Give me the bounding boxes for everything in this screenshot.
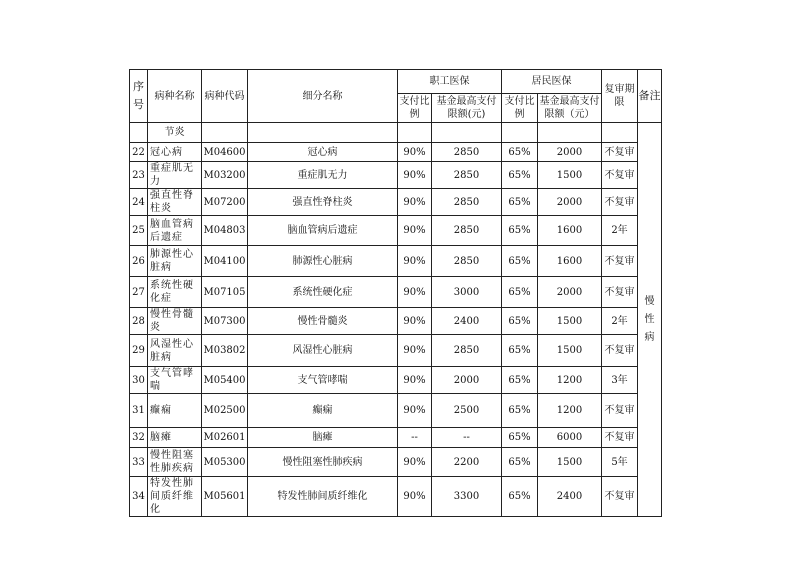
row-disease-code: M04100	[202, 246, 248, 277]
row-resident-fund-limit: 6000	[538, 428, 602, 448]
row-seq: 30	[130, 367, 148, 394]
row-employee-fund-limit: 3300	[432, 477, 502, 517]
header-employee-fund-limit: 基金最高支付限额(元)	[432, 94, 502, 123]
row-seq: 27	[130, 277, 148, 308]
continuation-review	[602, 123, 638, 143]
row-resident-fund-limit: 1500	[538, 162, 602, 189]
row-review-period: 2年	[602, 216, 638, 246]
row-resident-pay-ratio: 65%	[502, 477, 538, 517]
row-resident-fund-limit: 1500	[538, 448, 602, 477]
row-disease-code: M05400	[202, 367, 248, 394]
row-resident-fund-limit: 2400	[538, 477, 602, 517]
row-disease-code: M05300	[202, 448, 248, 477]
table-row	[130, 308, 662, 335]
header-review-period: 复审期限	[602, 70, 638, 123]
table-row	[130, 246, 662, 277]
row-seq: 28	[130, 308, 148, 335]
table-row	[130, 367, 662, 394]
row-resident-fund-limit: 1200	[538, 394, 602, 428]
continuation-code	[202, 123, 248, 143]
row-employee-fund-limit: 2850	[432, 246, 502, 277]
row-employee-pay-ratio: 90%	[398, 246, 432, 277]
row-sub-name: 重症肌无力	[248, 162, 398, 189]
row-disease-code: M05601	[202, 477, 248, 517]
row-disease-name: 风湿性心脏病	[148, 335, 202, 367]
row-sub-name: 癫痫	[248, 394, 398, 428]
insurance-table	[129, 69, 662, 517]
table-row	[130, 448, 662, 477]
table-row	[130, 189, 662, 216]
row-resident-fund-limit: 2000	[538, 189, 602, 216]
row-resident-pay-ratio: 65%	[502, 367, 538, 394]
row-sub-name: 冠心病	[248, 143, 398, 162]
row-employee-fund-limit: 2850	[432, 189, 502, 216]
header-resident-fund-limit: 基金最高支付限额（元）	[538, 94, 602, 123]
row-resident-fund-limit: 1600	[538, 246, 602, 277]
row-disease-code: M02601	[202, 428, 248, 448]
row-review-period: 不复审	[602, 335, 638, 367]
row-seq: 29	[130, 335, 148, 367]
row-disease-name: 系统性硬化症	[148, 277, 202, 308]
row-review-period: 不复审	[602, 477, 638, 517]
row-seq: 32	[130, 428, 148, 448]
row-disease-code: M07200	[202, 189, 248, 216]
table-row	[130, 143, 662, 162]
table-row	[130, 428, 662, 448]
row-resident-fund-limit: 1500	[538, 308, 602, 335]
row-employee-fund-limit: 2850	[432, 143, 502, 162]
row-employee-pay-ratio: 90%	[398, 277, 432, 308]
row-disease-name: 慢性骨髓炎	[148, 308, 202, 335]
row-employee-fund-limit: 2850	[432, 162, 502, 189]
header-sub-name: 细分名称	[248, 70, 398, 123]
row-review-period: 不复审	[602, 277, 638, 308]
table-row	[130, 394, 662, 428]
row-sub-name: 强直性脊柱炎	[248, 189, 398, 216]
table-row	[130, 216, 662, 246]
continuation-emp-limit	[432, 123, 502, 143]
table-row	[130, 477, 662, 517]
row-resident-fund-limit: 1600	[538, 216, 602, 246]
row-review-period: 5年	[602, 448, 638, 477]
row-sub-name: 风湿性心脏病	[248, 335, 398, 367]
row-review-period: 不复审	[602, 428, 638, 448]
row-employee-pay-ratio: --	[398, 428, 432, 448]
header-employee-pay-ratio: 支付比例	[398, 94, 432, 123]
row-seq: 24	[130, 189, 148, 216]
row-disease-code: M04600	[202, 143, 248, 162]
remark-value: 慢性病	[644, 295, 655, 343]
row-employee-pay-ratio: 90%	[398, 394, 432, 428]
table-row	[130, 162, 662, 189]
row-seq: 33	[130, 448, 148, 477]
row-employee-fund-limit: --	[432, 428, 502, 448]
row-sub-name: 脑血管病后遗症	[248, 216, 398, 246]
row-disease-name: 冠心病	[148, 143, 202, 162]
row-resident-pay-ratio: 65%	[502, 246, 538, 277]
row-disease-name: 特发性肺间质纤维化	[148, 477, 202, 517]
row-sub-name: 支气管哮喘	[248, 367, 398, 394]
header-remark: 备注	[638, 70, 662, 123]
row-sub-name: 慢性骨髓炎	[248, 308, 398, 335]
row-disease-code: M07300	[202, 308, 248, 335]
row-seq: 23	[130, 162, 148, 189]
row-disease-name: 支气管哮喘	[148, 367, 202, 394]
row-disease-code: M03802	[202, 335, 248, 367]
continuation-sub	[248, 123, 398, 143]
row-sub-name: 慢性阻塞性肺疾病	[248, 448, 398, 477]
continuation-res-limit	[538, 123, 602, 143]
header-row-1	[130, 70, 662, 94]
row-review-period: 3年	[602, 367, 638, 394]
row-resident-fund-limit: 2000	[538, 277, 602, 308]
continuation-name-tail: 节炎	[148, 123, 202, 143]
row-employee-pay-ratio: 90%	[398, 143, 432, 162]
row-disease-name: 慢性阻塞性肺疾病	[148, 448, 202, 477]
row-resident-pay-ratio: 65%	[502, 428, 538, 448]
row-employee-pay-ratio: 90%	[398, 216, 432, 246]
row-resident-pay-ratio: 65%	[502, 216, 538, 246]
table-row	[130, 335, 662, 367]
row-sub-name: 肺源性心脏病	[248, 246, 398, 277]
row-resident-pay-ratio: 65%	[502, 189, 538, 216]
row-resident-pay-ratio: 65%	[502, 277, 538, 308]
row-review-period: 不复审	[602, 143, 638, 162]
row-review-period: 不复审	[602, 162, 638, 189]
row-employee-pay-ratio: 90%	[398, 162, 432, 189]
continuation-seq	[130, 123, 148, 143]
row-seq: 26	[130, 246, 148, 277]
row-sub-name: 特发性肺间质纤维化	[248, 477, 398, 517]
row-review-period: 不复审	[602, 394, 638, 428]
row-review-period: 2年	[602, 308, 638, 335]
row-employee-fund-limit: 3000	[432, 277, 502, 308]
row-employee-fund-limit: 2200	[432, 448, 502, 477]
row-seq: 34	[130, 477, 148, 517]
row-resident-pay-ratio: 65%	[502, 308, 538, 335]
row-seq: 25	[130, 216, 148, 246]
row-disease-name: 强直性脊柱炎	[148, 189, 202, 216]
row-employee-pay-ratio: 90%	[398, 448, 432, 477]
row-disease-code: M04803	[202, 216, 248, 246]
row-employee-fund-limit: 2500	[432, 394, 502, 428]
row-disease-name: 脑瘫	[148, 428, 202, 448]
row-review-period: 不复审	[602, 189, 638, 216]
table-row	[130, 277, 662, 308]
row-employee-fund-limit: 2000	[432, 367, 502, 394]
header-resident-pay-ratio: 支付比例	[502, 94, 538, 123]
row-review-period: 不复审	[602, 246, 638, 277]
row-resident-pay-ratio: 65%	[502, 394, 538, 428]
row-resident-fund-limit: 1200	[538, 367, 602, 394]
row-employee-pay-ratio: 90%	[398, 477, 432, 517]
row-seq: 31	[130, 394, 148, 428]
row-disease-code: M03200	[202, 162, 248, 189]
continuation-emp-ratio	[398, 123, 432, 143]
row-employee-pay-ratio: 90%	[398, 335, 432, 367]
header-resident-insurance: 居民医保	[502, 70, 602, 94]
remark-cell	[638, 123, 662, 517]
row-resident-fund-limit: 2000	[538, 143, 602, 162]
row-resident-pay-ratio: 65%	[502, 448, 538, 477]
row-disease-name: 癫痫	[148, 394, 202, 428]
row-resident-fund-limit: 1500	[538, 335, 602, 367]
row-employee-pay-ratio: 90%	[398, 189, 432, 216]
row-resident-pay-ratio: 65%	[502, 143, 538, 162]
row-employee-fund-limit: 2850	[432, 335, 502, 367]
header-disease-name: 病种名称	[148, 70, 202, 123]
continuation-res-ratio	[502, 123, 538, 143]
row-seq: 22	[130, 143, 148, 162]
continuation-row	[130, 123, 662, 143]
row-sub-name: 系统性硬化症	[248, 277, 398, 308]
row-employee-fund-limit: 2400	[432, 308, 502, 335]
row-employee-pay-ratio: 90%	[398, 308, 432, 335]
header-employee-insurance: 职工医保	[398, 70, 502, 94]
row-disease-code: M02500	[202, 394, 248, 428]
row-employee-fund-limit: 2850	[432, 216, 502, 246]
row-employee-pay-ratio: 90%	[398, 367, 432, 394]
row-resident-pay-ratio: 65%	[502, 162, 538, 189]
header-seq: 序号	[130, 70, 148, 123]
header-disease-code: 病种代码	[202, 70, 248, 123]
row-disease-name: 肺源性心脏病	[148, 246, 202, 277]
row-disease-name: 脑血管病后遗症	[148, 216, 202, 246]
row-disease-name: 重症肌无力	[148, 162, 202, 189]
row-sub-name: 脑瘫	[248, 428, 398, 448]
row-disease-code: M07105	[202, 277, 248, 308]
row-resident-pay-ratio: 65%	[502, 335, 538, 367]
